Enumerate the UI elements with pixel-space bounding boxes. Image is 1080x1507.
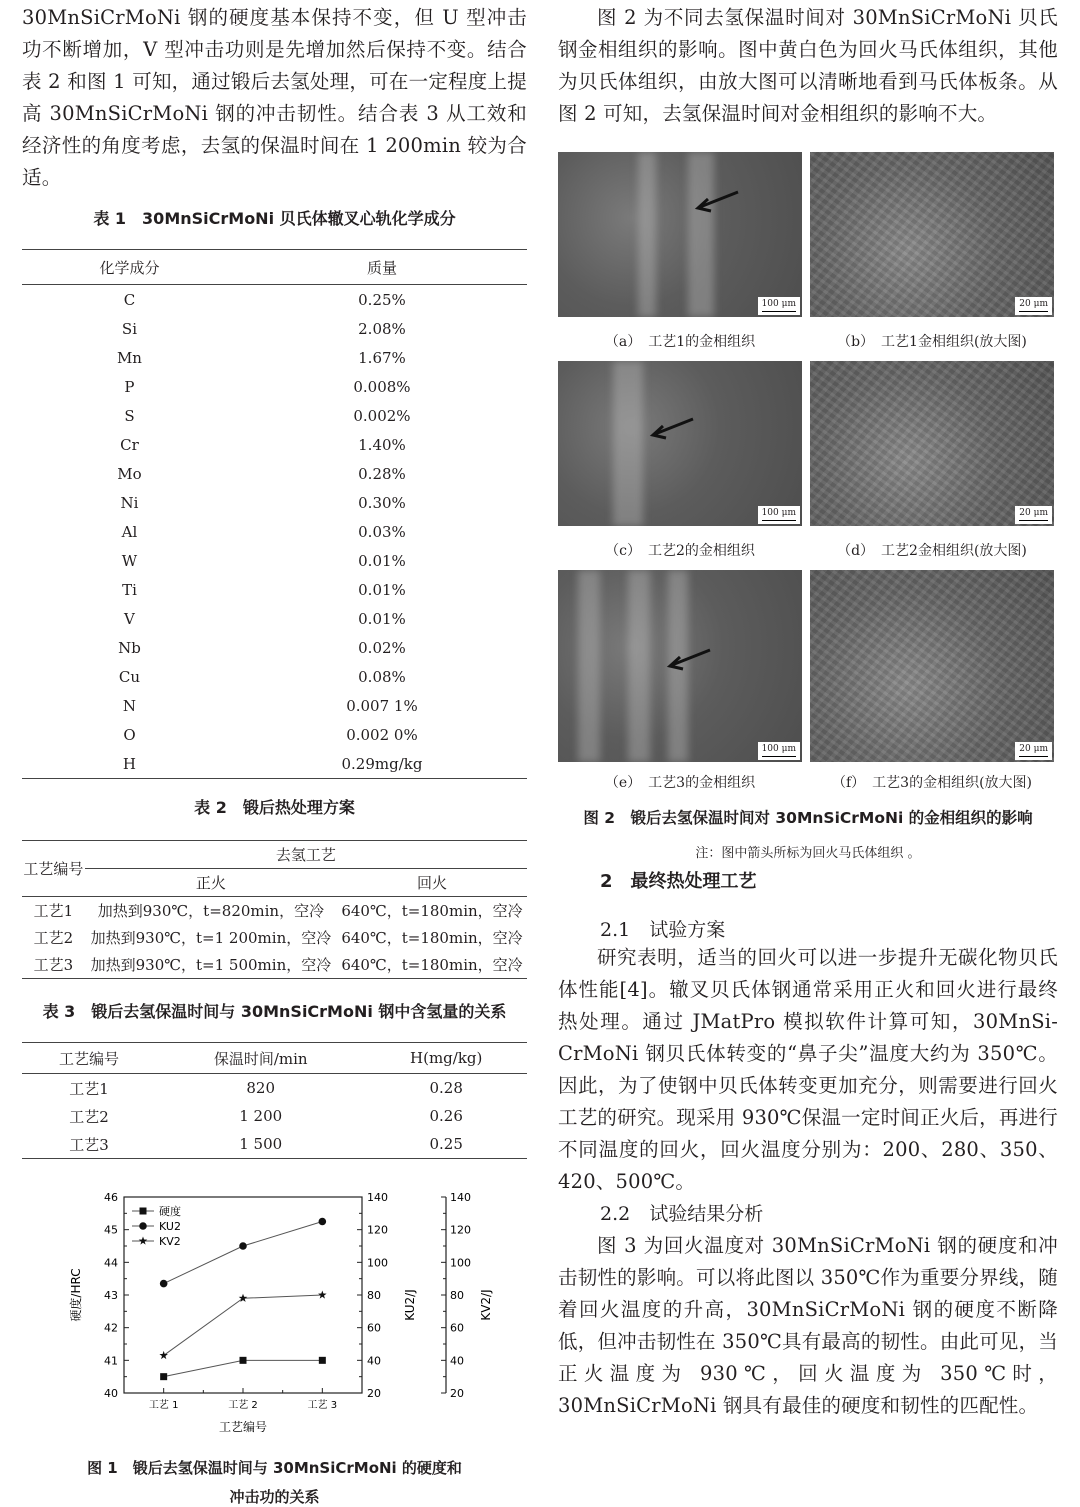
table1-row [22, 662, 527, 691]
y-tick-label: 45 [104, 1223, 118, 1237]
table1-cell: Cr [120, 435, 139, 454]
table1-cell: 0.03% [358, 522, 406, 541]
table2-header-process: 工艺编号 [22, 841, 85, 897]
table1-cell: 0.29mg/kg [341, 754, 423, 773]
table1-cell: N [122, 696, 137, 715]
y2-tick-label: 80 [367, 1289, 381, 1302]
table1-row [22, 372, 527, 401]
table2-row [22, 924, 527, 951]
y2-tick-label: 40 [367, 1354, 381, 1368]
table1-cell: 2.08% [358, 319, 406, 338]
table2-cell: 工艺3 [33, 956, 74, 974]
y2-tick-label: 140 [367, 1191, 388, 1204]
section-2-1-paragraph: 研究表明，适当的回火可以进一步提升无碳化物贝氏体性能[4]。辙叉贝氏体钢通常采用正火和回火进行最终热处理。通过 JMatPro 模拟软件计算可知，30MnSi-CrMoNi 钢贝氏体转变的“鼻子尖”温度大约为 350℃。因此，为了使钢中贝氏体转变更加充分，则需要进行回火工艺的研究。现采用 930℃保温一定时间正火后，再进行不同温度的回火，回火温度分别为：200、280、350、420、500℃。 [558, 946, 1058, 1193]
table3-header-process: 工艺编号 [22, 1043, 156, 1074]
y-tick-label: 42 [104, 1321, 118, 1335]
table2-cell: 工艺2 [33, 929, 74, 947]
table1-cell: Al [121, 522, 138, 541]
y-tick-label: 44 [104, 1256, 118, 1270]
section-2-2-heading: 2.2 试验结果分析 [600, 1203, 764, 1225]
figure1-caption-line2: 冲击功的关系 [229, 1488, 320, 1506]
table2-cell: 640℃，t=180min，空冷 [341, 956, 523, 974]
arrow-icon [558, 152, 802, 317]
x-tick-label: 工艺 2 [228, 1400, 258, 1411]
micrograph-f [810, 570, 1054, 762]
figure2-caption: 图 2 锻后去氢保温时间对 30MnSiCrMoNi 的金相组织的影响 [583, 809, 1033, 827]
table1-cell: 1.67% [358, 348, 406, 367]
table1-cell: Ti [122, 580, 137, 599]
table3-cell: 0.26 [429, 1107, 463, 1125]
table3-cell: 1 500 [239, 1135, 283, 1153]
micrograph-row-3 [558, 570, 1058, 762]
micrograph-row-1 [558, 152, 1058, 317]
table3-hydrogen-content [22, 1042, 527, 1159]
data-point-KU2 [160, 1280, 168, 1288]
table1-caption: 表 1 30MnSiCrMoNi 贝氏体辙叉心轨化学成分 [93, 209, 456, 228]
data-point-硬度 [240, 1357, 247, 1364]
figure2-note: 注：图中箭头所标为回火马氏体组织 。 [695, 846, 921, 861]
table1-cell: W [121, 551, 138, 570]
table1-row [22, 430, 527, 459]
y-tick-label: 43 [104, 1289, 118, 1302]
table1-row [22, 517, 527, 546]
table1-body [22, 285, 527, 779]
section-2-2-paragraph: 图 3 为回火温度对 30MnSiCrMoNi 钢的硬度和冲击韧性的影响。可以将此图以 350℃作为重要分界线，随着回火温度的升高，30MnSiCrMoNi 钢的硬度不断降低，但冲击韧性在 350℃具有最高的韧性。由此可见，当正火温度为 930℃，回火温度为 350℃时，30MnSiCrMoNi 钢具有最佳的硬度和韧性的匹配性。 [558, 1234, 1058, 1417]
micrograph-labels-row-2 [558, 540, 1058, 560]
table1-row [22, 546, 527, 575]
table1-header-mass: 质量 [237, 250, 527, 285]
intro-paragraph-left: 30MnSiCrMoNi 钢的硬度基本保持不变，但 U 型冲击功不断增加，V 型冲击功则是先增加然后保持不变。结合表 2 和图 1 可知，通过锻后去氢处理，可在一定程度上提高 30MnSiCrMoNi 钢的冲击韧性。结合表 3 从工效和经济性的角度考虑，去氢的保温时间在 1 200min 较为合适。 [22, 6, 527, 189]
scale-bar: 100 μm [758, 297, 800, 315]
table3-row [22, 1130, 527, 1159]
table2-cell: 工艺1 [33, 902, 74, 920]
table1-cell: O [123, 725, 136, 744]
intro-paragraph-right: 图 2 为不同去氢保温时间对 30MnSiCrMoNi 贝氏钢金相组织的影响。图中黄白色为回火马氏体组织，其他为贝氏体组织，由放大图可以清晰地看到马氏体板条。从图 2 可知，去氢保温时间对金相组织的影响不大。 [558, 6, 1058, 125]
table1-cell: 1.40% [358, 435, 406, 454]
table3-caption: 表 3 锻后去氢保温时间与 30MnSiCrMoNi 钢中含氢量的关系 [42, 1002, 507, 1021]
series-line-KV2 [164, 1295, 323, 1355]
table2-cell: 加热到930℃，t=1 500min，空冷 [90, 956, 332, 974]
table3-row [22, 1102, 527, 1130]
scale-bar: 20 μm [1015, 742, 1052, 760]
data-point-硬度 [319, 1357, 326, 1364]
table2-header-group: 去氢工艺 [85, 841, 527, 869]
table2-cell: 加热到930℃，t=1 200min，空冷 [90, 929, 332, 947]
table1-row [22, 401, 527, 430]
y-axis-label: 硬度/HRC [69, 1268, 83, 1322]
table1-cell: 0.002 0% [346, 725, 418, 744]
y2-tick-label: 100 [367, 1256, 388, 1270]
table1-row [22, 314, 527, 343]
section-2-heading: 2 最终热处理工艺 [600, 871, 757, 892]
legend-label: KU2 [159, 1220, 181, 1233]
y2-tick-label: 20 [367, 1387, 381, 1400]
legend-marker [140, 1208, 147, 1215]
micrograph-d [810, 361, 1054, 526]
table2-body [22, 897, 527, 979]
legend-label: KV2 [159, 1235, 181, 1248]
micrograph-c-label: （c） 工艺2的金相组织 [605, 543, 755, 559]
table1-cell: 0.30% [358, 493, 406, 512]
legend-marker [139, 1237, 148, 1245]
table3-cell: 工艺1 [69, 1079, 109, 1098]
y3-tick-label: 100 [450, 1256, 471, 1270]
table1-cell: Mo [117, 464, 142, 483]
table1-cell: V [124, 609, 135, 628]
table1-row [22, 749, 527, 779]
micrograph-b-label: （b） 工艺1金相组织(放大图) [837, 334, 1027, 350]
table1-row [22, 488, 527, 517]
table1-row [22, 285, 527, 315]
micrograph-labels-row-1 [558, 331, 1058, 351]
table3-cell: 0.25 [429, 1135, 463, 1153]
y3-tick-label: 40 [450, 1354, 464, 1368]
x-tick-label: 工艺 1 [148, 1400, 179, 1411]
micrograph-c [558, 361, 802, 526]
table1-cell: 0.01% [358, 551, 406, 570]
table1-cell: 0.25% [358, 290, 406, 309]
y3-axis-label: KV2/J [479, 1289, 493, 1321]
y-tick-label: 41 [104, 1354, 118, 1368]
table3-cell: 工艺3 [69, 1135, 109, 1154]
table1-cell: Nb [118, 638, 141, 657]
section-2-1-heading: 2.1 试验方案 [600, 919, 726, 941]
data-point-KV2 [318, 1291, 327, 1299]
table2-cell: 加热到930℃，t=820min，空冷 [97, 902, 325, 920]
table2-cell: 640℃，t=180min，空冷 [341, 929, 523, 947]
table1-cell: P [124, 377, 135, 396]
table1-cell: 0.02% [358, 638, 406, 657]
table1-cell: 0.008% [353, 377, 411, 396]
y-tick-label: 46 [104, 1191, 118, 1204]
x-axis-label: 工艺编号 [218, 1420, 268, 1434]
figure1-caption-line1: 图 1 锻后去氢保温时间与 30MnSiCrMoNi 的硬度和 [87, 1459, 462, 1477]
table3-cell: 1 200 [239, 1107, 283, 1125]
data-point-硬度 [160, 1373, 167, 1380]
table1-chemical-composition [22, 249, 527, 779]
table2-row [22, 897, 527, 925]
y3-tick-label: 20 [450, 1387, 464, 1400]
series-line-KU2 [164, 1222, 323, 1284]
table2-heat-treatment [22, 840, 527, 979]
table1-row [22, 720, 527, 749]
scale-bar: 20 μm [1015, 506, 1052, 524]
data-point-KU2 [319, 1218, 327, 1226]
x-tick-label: 工艺 3 [307, 1400, 338, 1411]
micrograph-e-label: （e） 工艺3的金相组织 [604, 775, 756, 791]
table2-header-temper: 回火 [337, 869, 527, 897]
figure2 [558, 152, 1058, 792]
figure1-chart [62, 1181, 502, 1451]
arrow-icon [558, 361, 802, 526]
micrograph-b [810, 152, 1054, 317]
arrow-icon [558, 570, 802, 762]
legend-marker [139, 1222, 147, 1230]
table3-body [22, 1074, 527, 1159]
y2-tick-label: 120 [367, 1223, 388, 1237]
table1-cell: 0.007 1% [346, 696, 418, 715]
table2-caption: 表 2 锻后热处理方案 [194, 798, 355, 817]
table1-row [22, 575, 527, 604]
table3-row [22, 1074, 527, 1103]
y-tick-label: 40 [104, 1387, 118, 1400]
table1-row [22, 633, 527, 662]
y3-tick-label: 140 [450, 1191, 471, 1204]
table1-cell: C [123, 290, 136, 309]
table1-row [22, 604, 527, 633]
table1-cell: Mn [116, 348, 142, 367]
table1-row [22, 691, 527, 720]
micrograph-row-2 [558, 361, 1058, 526]
y3-tick-label: 80 [450, 1289, 464, 1302]
legend-label: 硬度 [159, 1205, 181, 1218]
table3-cell: 工艺2 [69, 1107, 109, 1126]
table1-row [22, 343, 527, 372]
table1-cell: 0.08% [358, 667, 406, 686]
scale-bar: 100 μm [758, 506, 800, 524]
data-point-KU2 [239, 1242, 247, 1250]
right-column [558, 0, 1058, 1422]
micrograph-d-label: （d） 工艺2金相组织(放大图) [837, 543, 1027, 559]
y2-axis-label: KU2/J [403, 1289, 417, 1321]
table1-cell: 0.01% [358, 609, 406, 628]
table1-row [22, 459, 527, 488]
y3-tick-label: 60 [450, 1321, 464, 1335]
micrograph-f-label: （f） 工艺3的金相组织(放大图) [831, 775, 1032, 791]
data-point-KV2 [159, 1351, 168, 1359]
scale-bar: 100 μm [758, 742, 800, 760]
table1-cell: 0.28% [358, 464, 406, 483]
table1-cell: S [124, 406, 135, 425]
table3-header-time: 保温时间/min [156, 1043, 365, 1074]
table1-cell: 0.01% [358, 580, 406, 599]
table2-row [22, 951, 527, 979]
table2-header-normalize: 正火 [85, 869, 337, 897]
y3-tick-label: 120 [450, 1223, 471, 1237]
table1-cell: Ni [120, 493, 139, 512]
table3-cell: 0.28 [429, 1079, 463, 1097]
table2-cell: 640℃，t=180min，空冷 [341, 902, 523, 920]
table1-cell: 0.002% [353, 406, 411, 425]
table1-cell: H [122, 754, 137, 773]
micrograph-a [558, 152, 802, 317]
micrograph-labels-row-3 [558, 772, 1058, 792]
scale-bar: 20 μm [1015, 297, 1052, 315]
table1-cell: Cu [118, 667, 141, 686]
table1-header-element: 化学成分 [22, 250, 237, 285]
left-column [22, 0, 527, 1507]
table1-cell: Si [121, 319, 137, 338]
micrograph-a-label: （a） 工艺1的金相组织 [604, 334, 756, 350]
table3-header-h: H(mg/kg) [365, 1043, 527, 1074]
micrograph-e [558, 570, 802, 762]
table3-cell: 820 [246, 1079, 276, 1097]
y2-tick-label: 60 [367, 1321, 381, 1335]
